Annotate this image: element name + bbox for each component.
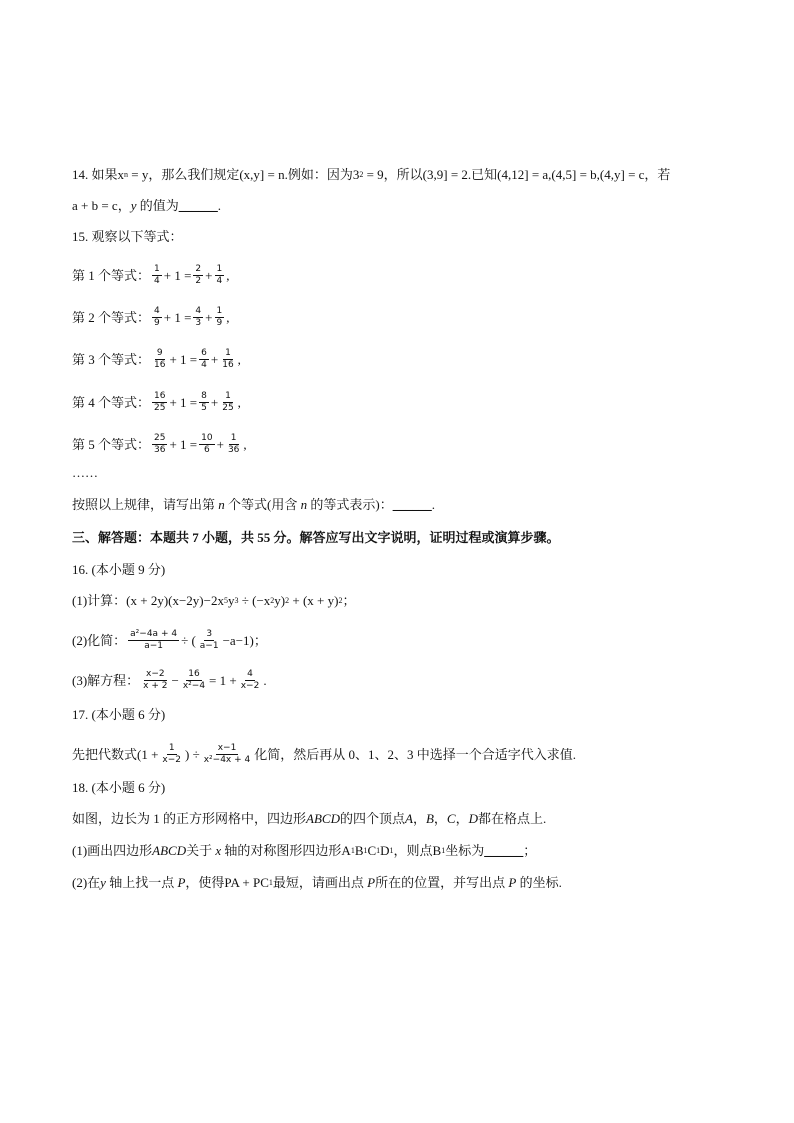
- math-variable: C: [446, 811, 456, 826]
- text-line: [72, 531, 560, 544]
- text-line: [72, 434, 247, 455]
- text: C: [367, 843, 377, 858]
- text: + 1 =: [169, 437, 198, 452]
- fraction: [215, 307, 225, 328]
- numerator: 9: [156, 348, 163, 358]
- math-variable: x: [215, 843, 222, 858]
- text: + 1 =: [163, 268, 192, 283]
- superscript: 2: [338, 595, 343, 605]
- text: y): [274, 593, 286, 608]
- superscript: 2: [359, 169, 364, 179]
- text-line: [72, 563, 165, 576]
- answer-blank: ______: [178, 198, 218, 213]
- text: (3)解方程：: [72, 673, 140, 688]
- fraction: [215, 265, 225, 286]
- numerator: 16: [188, 669, 200, 679]
- section-heading: 三、解答题：本题共 7 小题，共 55 分。解答应写出文字说明，证明过程或演算步骤。: [72, 530, 560, 545]
- superscript: 3: [234, 595, 239, 605]
- text: ；: [523, 843, 537, 858]
- numerator: 4: [247, 669, 253, 679]
- text: + 1 =: [169, 395, 198, 410]
- denominator: a−1: [144, 641, 164, 651]
- fraction: [226, 434, 241, 455]
- text: (2)在: [72, 875, 101, 890]
- denominator: 9: [216, 318, 223, 328]
- text: ，: [455, 811, 469, 826]
- answer-blank: ______: [484, 843, 524, 858]
- fraction: [198, 630, 221, 651]
- fraction: [193, 307, 203, 328]
- math-variable: D: [468, 811, 478, 826]
- text: ,: [226, 268, 230, 283]
- numerator: 1: [168, 743, 175, 753]
- text-line: [72, 744, 576, 765]
- denominator: 6: [204, 445, 210, 455]
- text-line: [72, 466, 98, 479]
- text-line: [72, 781, 165, 794]
- text: 的四个顶点: [339, 811, 405, 826]
- numerator: 1: [230, 433, 237, 443]
- fraction: [141, 670, 169, 691]
- text: ，: [433, 811, 447, 826]
- text-line: [72, 307, 229, 328]
- subscript: 1: [363, 845, 368, 855]
- text-line: [72, 349, 241, 370]
- numerator: 1: [225, 348, 231, 358]
- text: 16. (本小题 9 分): [72, 562, 166, 577]
- superscript: 5: [223, 595, 228, 605]
- text: ÷ (−x: [238, 593, 271, 608]
- subscript: 1: [268, 877, 273, 887]
- text: +: [216, 437, 224, 452]
- denominator: x²−4: [182, 681, 206, 691]
- fraction: [152, 392, 167, 413]
- math-variable: ABCD: [152, 843, 187, 858]
- fraction: [220, 392, 235, 413]
- subscript: 1: [389, 845, 394, 855]
- text: 14. 如果x: [72, 167, 125, 182]
- text: ) ÷: [185, 747, 200, 762]
- text-line: [72, 876, 562, 889]
- numerator: 16: [154, 391, 166, 401]
- text: a + b = c，: [72, 198, 131, 213]
- text: 第 5 个等式：: [72, 437, 151, 452]
- numerator: 2: [195, 264, 202, 274]
- denominator: 25: [222, 403, 234, 413]
- math-variable: n: [218, 497, 225, 512]
- text: + 1 =: [163, 310, 192, 325]
- denominator: 3: [195, 318, 202, 328]
- numerator: 4: [195, 306, 202, 316]
- text: = 9，所以(3,9] = 2.已知(4,12] = a,(4,5] = b,(4,y] = c，若: [363, 167, 671, 182]
- text-line: [72, 199, 221, 212]
- text: 的等式表示)：: [307, 497, 393, 512]
- text: = y，那么我们规定(x,y] = n.例如：因为3: [128, 167, 360, 182]
- text: 如图，边长为 1 的正方形网格中，四边形: [72, 811, 307, 826]
- fraction: [199, 434, 214, 455]
- text: y: [227, 593, 235, 608]
- denominator: x²−4x + 4: [203, 755, 251, 765]
- denominator: x−2: [240, 681, 260, 691]
- text: ，则点B: [393, 843, 442, 858]
- text: ，: [412, 811, 426, 826]
- math-variable: y: [100, 875, 106, 890]
- subscript: 1: [350, 845, 355, 855]
- fraction: [152, 349, 167, 370]
- math-variable: B: [425, 811, 434, 826]
- text: 化简，然后再从 0、1、2、3 中选择一个合适字代入求值.: [254, 747, 577, 762]
- numerator: 25: [154, 433, 166, 443]
- numerator: 10: [201, 433, 213, 443]
- numerator: 6: [201, 348, 207, 358]
- text: ,: [237, 352, 241, 367]
- text: 轴的对称图形四边形A: [221, 843, 351, 858]
- text: .: [263, 673, 267, 688]
- text: = 1 +: [209, 673, 237, 688]
- numerator: 1: [216, 264, 223, 274]
- text: 的值为: [136, 198, 179, 213]
- denominator: 25: [154, 403, 166, 413]
- denominator: x + 2: [143, 681, 168, 691]
- numerator: a²−4a + 4: [130, 629, 178, 639]
- text: 第 3 个等式：: [72, 352, 151, 367]
- numerator: 4: [154, 306, 160, 316]
- text: ,: [226, 310, 230, 325]
- text-line: [72, 230, 183, 243]
- text-line: [72, 670, 267, 691]
- text-line: [72, 392, 241, 413]
- text: 关于: [186, 843, 216, 858]
- text-line: [72, 498, 435, 511]
- fraction: [202, 744, 253, 765]
- text: +: [210, 395, 219, 410]
- fraction: [220, 349, 235, 370]
- text-line: [72, 168, 670, 181]
- denominator: 5: [201, 403, 207, 413]
- fraction: [193, 265, 203, 286]
- denominator: 36: [227, 445, 240, 455]
- fraction: [199, 349, 209, 370]
- text: ，使得PA + PC: [185, 875, 269, 890]
- text: 都在格点上.: [478, 811, 547, 826]
- fraction: [160, 744, 183, 765]
- text: 轴上找一点: [105, 875, 178, 890]
- fraction: [152, 434, 167, 455]
- denominator: a−1: [199, 641, 219, 651]
- text: ÷ (: [181, 633, 196, 648]
- fraction: [152, 265, 162, 286]
- numerator: x−1: [217, 743, 237, 753]
- fraction: [152, 307, 162, 328]
- text-line: [72, 630, 267, 651]
- superscript: 2: [285, 595, 290, 605]
- text: 第 4 个等式：: [72, 395, 151, 410]
- text: −a−1)；: [222, 633, 267, 648]
- numerator: 1: [154, 264, 160, 274]
- text: D: [380, 843, 390, 858]
- text: 先把代数式(1 +: [72, 747, 159, 762]
- text-line: [72, 812, 546, 825]
- text: 的坐标.: [516, 875, 562, 890]
- text-line: [72, 708, 165, 721]
- fraction: [181, 670, 207, 691]
- math-variable: ABCD: [306, 811, 340, 826]
- denominator: 4: [201, 360, 207, 370]
- math-variable: P: [177, 875, 186, 890]
- answer-blank: ______: [392, 497, 432, 512]
- text: 17. (本小题 6 分): [72, 707, 166, 722]
- superscript: 2: [270, 595, 275, 605]
- fraction: [128, 630, 179, 651]
- denominator: x−2: [162, 755, 182, 765]
- text: 18. (本小题 6 分): [72, 780, 166, 795]
- text: 第 2 个等式：: [72, 310, 151, 325]
- numerator: 8: [201, 391, 207, 401]
- numerator: x−2: [146, 669, 165, 679]
- text-line: [72, 844, 536, 857]
- numerator: 3: [206, 629, 213, 639]
- text: 15. 观察以下等式：: [72, 229, 183, 244]
- denominator: 4: [154, 276, 160, 286]
- text: 个等式(用含: [224, 497, 301, 512]
- text: 坐标为: [445, 843, 485, 858]
- subscript: 1: [441, 845, 446, 855]
- math-variable: A: [404, 811, 413, 826]
- math-variable: P: [508, 875, 517, 890]
- text: 所在的位置，并写出点: [375, 875, 509, 890]
- denominator: 36: [154, 445, 166, 455]
- text: .: [217, 198, 222, 213]
- text: .: [431, 497, 435, 512]
- text: + (x + y): [289, 593, 339, 608]
- text: ,: [237, 395, 241, 410]
- numerator: 1: [225, 391, 231, 401]
- fraction: [239, 670, 262, 691]
- text: (1)画出四边形: [72, 843, 153, 858]
- text: (1)计算：(x + 2y)(x−2y)−2x: [72, 593, 224, 608]
- text: ；: [342, 593, 356, 608]
- text: +: [210, 352, 219, 367]
- text: +: [205, 268, 213, 283]
- text: ……: [72, 465, 98, 480]
- denominator: 16: [154, 360, 166, 370]
- denominator: 9: [154, 318, 160, 328]
- text: +: [205, 310, 213, 325]
- text: ,: [243, 437, 247, 452]
- math-variable: n: [300, 497, 308, 512]
- math-variable: P: [367, 875, 376, 890]
- denominator: 2: [195, 276, 202, 286]
- text: 第 1 个等式：: [72, 268, 151, 283]
- math-variable: y: [130, 198, 137, 213]
- text: −: [171, 673, 179, 688]
- denominator: 4: [216, 276, 223, 286]
- text: + 1 =: [169, 352, 198, 367]
- text: B: [354, 843, 364, 858]
- superscript: n: [124, 169, 129, 179]
- fraction: [199, 392, 209, 413]
- numerator: 1: [216, 306, 223, 316]
- text: 按照以上规律，请写出第: [72, 497, 219, 512]
- text-line: [72, 594, 355, 607]
- denominator: 16: [222, 360, 234, 370]
- text: 最短，请画出点: [272, 875, 368, 890]
- text-line: [72, 265, 229, 286]
- text: (2)化简：: [72, 633, 127, 648]
- subscript: 1: [376, 845, 381, 855]
